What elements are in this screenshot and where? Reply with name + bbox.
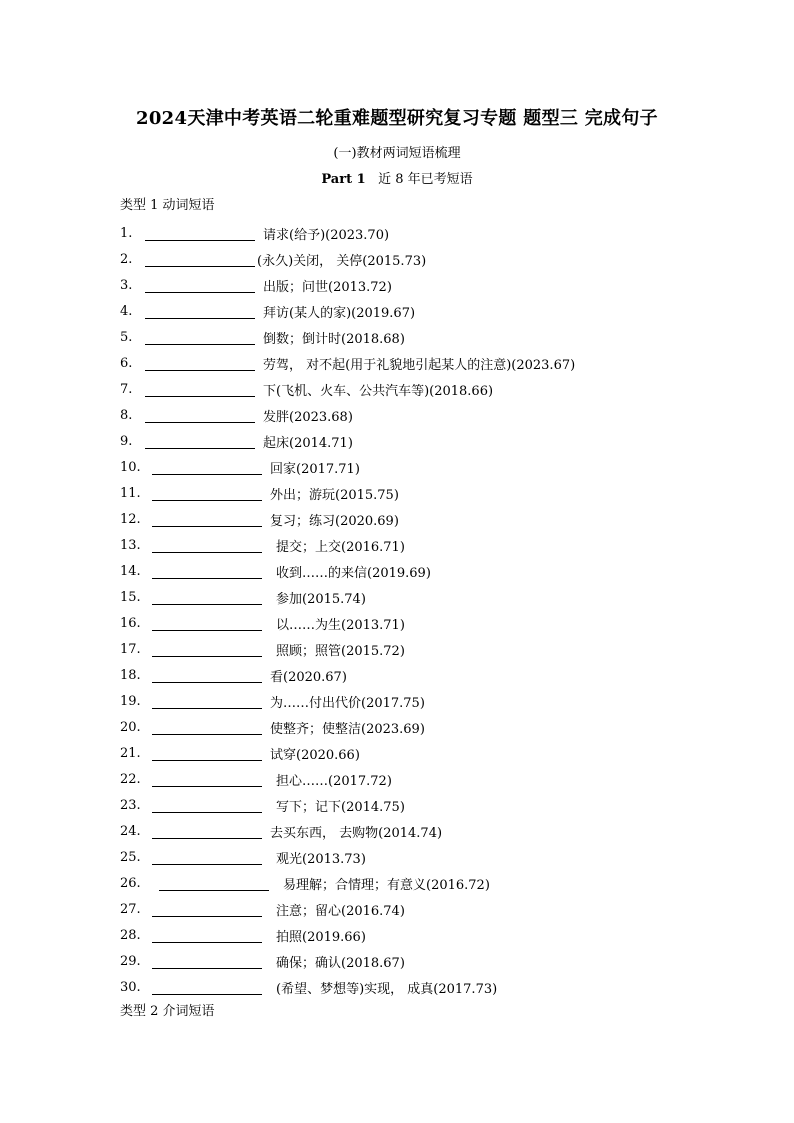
phrase-meaning: 倒数；倒计时(2018.68) xyxy=(263,331,405,347)
list-item xyxy=(120,480,720,506)
item-number: 4. xyxy=(120,303,133,319)
part-heading xyxy=(0,168,794,187)
item-number: 6. xyxy=(120,355,133,371)
answer-blank[interactable] xyxy=(145,252,255,267)
section-subtitle: (一)教材两词短语梳理 xyxy=(333,146,461,161)
item-number: 9. xyxy=(120,433,133,449)
phrase-meaning: 注意；留心(2016.74) xyxy=(276,903,405,919)
type-1-heading: 类型 1 动词短语 xyxy=(120,198,215,213)
answer-blank[interactable] xyxy=(152,486,262,501)
phrase-meaning: 为……付出代价(2017.75) xyxy=(270,695,425,711)
list-item xyxy=(120,402,720,428)
item-number: 20. xyxy=(120,719,141,735)
phrase-meaning: 参加(2015.74) xyxy=(276,591,366,607)
answer-blank[interactable] xyxy=(152,954,262,969)
list-item xyxy=(120,428,720,454)
item-number: 5. xyxy=(120,329,133,345)
item-number: 8. xyxy=(120,407,133,423)
item-number: 2. xyxy=(120,251,133,267)
item-number: 26. xyxy=(120,875,141,891)
type-2-heading: 类型 2 介词短语 xyxy=(120,1004,215,1019)
phrase-meaning: 回家(2017.71) xyxy=(270,461,360,477)
list-item xyxy=(120,948,720,974)
answer-blank[interactable] xyxy=(152,668,262,683)
phrase-meaning: 观光(2013.73) xyxy=(276,851,366,867)
item-number: 27. xyxy=(120,901,141,917)
list-item xyxy=(120,246,720,272)
phrase-meaning: 以……为生(2013.71) xyxy=(276,617,405,633)
list-item xyxy=(120,766,720,792)
answer-blank[interactable] xyxy=(145,226,255,241)
list-item xyxy=(120,350,720,376)
item-number: 16. xyxy=(120,615,141,631)
list-item xyxy=(120,974,720,1000)
item-number: 13. xyxy=(120,537,141,553)
item-number: 11. xyxy=(120,485,141,501)
answer-blank[interactable] xyxy=(145,408,255,423)
answer-blank[interactable] xyxy=(152,902,262,917)
phrase-meaning: 使整齐；使整洁(2023.69) xyxy=(270,721,425,737)
answer-blank[interactable] xyxy=(152,538,262,553)
list-item xyxy=(120,688,720,714)
phrase-meaning: 担心……(2017.72) xyxy=(276,773,392,789)
answer-blank[interactable] xyxy=(152,980,262,995)
answer-blank[interactable] xyxy=(145,278,255,293)
phrase-meaning: 去买东西， 去购物(2014.74) xyxy=(270,825,443,841)
phrase-meaning: 出版；问世(2013.72) xyxy=(263,279,392,295)
list-item xyxy=(120,740,720,766)
phrase-meaning: 照顾；照管(2015.72) xyxy=(276,643,405,659)
phrase-meaning: 下(飞机、火车、公共汽车等)(2018.66) xyxy=(263,383,494,399)
answer-blank[interactable] xyxy=(152,564,262,579)
answer-blank[interactable] xyxy=(152,694,262,709)
list-item xyxy=(120,896,720,922)
phrase-meaning: 提交；上交(2016.71) xyxy=(276,539,405,555)
list-item xyxy=(120,324,720,350)
answer-blank[interactable] xyxy=(145,356,255,371)
item-number: 30. xyxy=(120,979,141,995)
answer-blank[interactable] xyxy=(159,876,269,891)
answer-blank[interactable] xyxy=(152,746,262,761)
list-item xyxy=(120,844,720,870)
answer-blank[interactable] xyxy=(152,590,262,605)
list-item xyxy=(120,532,720,558)
list-item xyxy=(120,922,720,948)
answer-blank[interactable] xyxy=(152,798,262,813)
item-number: 15. xyxy=(120,589,141,605)
list-item xyxy=(120,818,720,844)
item-number: 17. xyxy=(120,641,141,657)
item-number: 28. xyxy=(120,927,141,943)
phrase-meaning: 复习；练习(2020.69) xyxy=(270,513,399,529)
phrase-meaning: 看(2020.67) xyxy=(270,669,347,685)
item-number: 12. xyxy=(120,511,141,527)
answer-blank[interactable] xyxy=(145,330,255,345)
item-number: 7. xyxy=(120,381,133,397)
item-number: 14. xyxy=(120,563,141,579)
answer-blank[interactable] xyxy=(152,512,262,527)
phrase-meaning: 发胖(2023.68) xyxy=(263,409,353,425)
phrase-meaning: 易理解；合情理；有意义(2016.72) xyxy=(283,877,490,893)
part-label: Part 1 xyxy=(321,172,366,187)
item-number: 22. xyxy=(120,771,141,787)
item-number: 19. xyxy=(120,693,141,709)
list-item xyxy=(120,714,720,740)
answer-blank[interactable] xyxy=(152,772,262,787)
phrase-meaning: 写下；记下(2014.75) xyxy=(276,799,405,815)
phrase-meaning: 拍照(2019.66) xyxy=(276,929,366,945)
phrase-meaning: 收到……的来信(2019.69) xyxy=(276,565,431,581)
item-number: 24. xyxy=(120,823,141,839)
list-item xyxy=(120,220,720,246)
item-number: 21. xyxy=(120,745,141,761)
list-item xyxy=(120,376,720,402)
item-number: 1. xyxy=(120,225,133,241)
item-number: 29. xyxy=(120,953,141,969)
page-title: 2024天津中考英语二轮重难题型研究复习专题 题型三 完成句子 xyxy=(136,108,658,129)
phrase-meaning: 外出；游玩(2015.75) xyxy=(270,487,399,503)
phrase-meaning: (永久)关闭， 关停(2015.73) xyxy=(257,253,427,269)
answer-blank[interactable] xyxy=(152,460,262,475)
part-text: 近 8 年已考短语 xyxy=(378,172,473,187)
phrase-meaning: 起床(2014.71) xyxy=(263,435,353,451)
answer-blank[interactable] xyxy=(152,720,262,735)
list-item xyxy=(120,584,720,610)
list-item xyxy=(120,636,720,662)
phrase-meaning: 劳驾， 对不起(用于礼貌地引起某人的注意)(2023.67) xyxy=(263,357,576,373)
list-item xyxy=(120,506,720,532)
answer-blank[interactable] xyxy=(152,642,262,657)
answer-blank[interactable] xyxy=(145,304,255,319)
item-number: 23. xyxy=(120,797,141,813)
list-item xyxy=(120,662,720,688)
phrase-meaning: (希望、梦想等)实现， 成真(2017.73) xyxy=(276,981,498,997)
answer-blank[interactable] xyxy=(152,616,262,631)
answer-blank[interactable] xyxy=(145,434,255,449)
item-number: 3. xyxy=(120,277,133,293)
item-number: 25. xyxy=(120,849,141,865)
phrase-meaning: 请求(给予)(2023.70) xyxy=(263,227,390,243)
phrase-meaning: 确保；确认(2018.67) xyxy=(276,955,405,971)
item-number: 18. xyxy=(120,667,141,683)
list-item xyxy=(120,870,720,896)
list-item xyxy=(120,298,720,324)
item-number: 10. xyxy=(120,459,141,475)
phrase-meaning: 拜访(某人的家)(2019.67) xyxy=(263,305,416,321)
answer-blank[interactable] xyxy=(152,928,262,943)
phrase-meaning: 试穿(2020.66) xyxy=(270,747,360,763)
list-item xyxy=(120,272,720,298)
phrase-list xyxy=(120,220,720,1000)
answer-blank[interactable] xyxy=(152,824,262,839)
answer-blank[interactable] xyxy=(152,850,262,865)
list-item xyxy=(120,610,720,636)
list-item xyxy=(120,454,720,480)
list-item xyxy=(120,792,720,818)
answer-blank[interactable] xyxy=(145,382,255,397)
list-item xyxy=(120,558,720,584)
